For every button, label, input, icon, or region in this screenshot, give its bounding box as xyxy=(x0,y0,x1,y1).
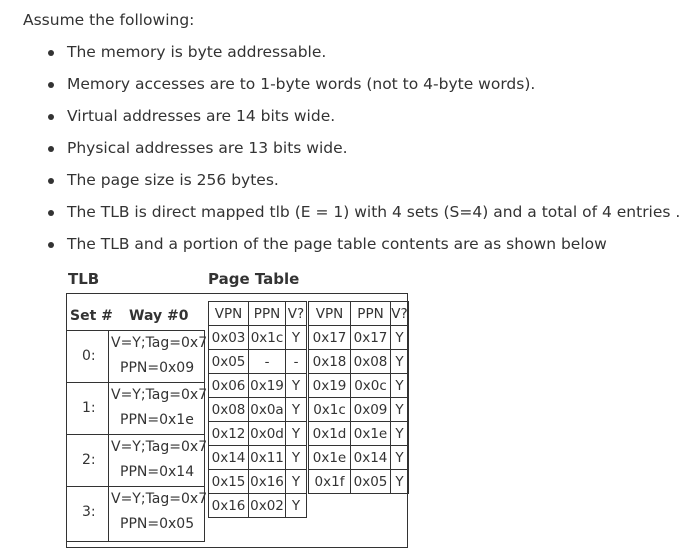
tlb-entry-line: PPN=0x05 xyxy=(120,516,195,532)
table-row: 0x08 0x0a Y xyxy=(209,398,307,422)
tlb-set-label: 3: xyxy=(82,504,96,520)
tlb-right-edge xyxy=(204,331,205,541)
table-header-row xyxy=(209,302,307,326)
valid-header: V? xyxy=(286,302,307,326)
tlb-entry-line: PPN=0x09 xyxy=(120,360,195,376)
bullet-icon xyxy=(48,114,54,120)
tlb-entry-line: V=Y;Tag=0x7 xyxy=(111,335,208,351)
tlb-set-label: 1: xyxy=(82,400,96,416)
table-row: 0x12 0x0d Y xyxy=(209,422,307,446)
table-row: 0x1d 0x1e Y xyxy=(309,422,409,446)
tlb-set-label: 0: xyxy=(82,348,96,364)
table-row: 0x17 0x17 Y xyxy=(309,326,409,350)
tlb-entry-line: V=Y;Tag=0x7 xyxy=(111,491,208,507)
table-row: 0x18 0x08 Y xyxy=(309,350,409,374)
list-item: The TLB and a portion of the page table contents are as shown below xyxy=(67,235,607,253)
ppn-header: PPN xyxy=(351,302,391,326)
table-row: 0x15 0x16 Y xyxy=(209,470,307,494)
tlb-heading: TLB xyxy=(68,270,100,288)
bullet-icon xyxy=(48,242,54,248)
tlb-entry-line: PPN=0x14 xyxy=(120,464,195,480)
table-row: 0x03 0x1c Y xyxy=(209,326,307,350)
list-item: Virtual addresses are 14 bits wide. xyxy=(67,107,335,125)
vpn-header: VPN xyxy=(209,302,249,326)
tlb-set-label: 2: xyxy=(82,452,96,468)
table-row: 0x05 - - xyxy=(209,350,307,374)
bullet-icon xyxy=(48,50,54,56)
tlb-column-divider xyxy=(108,331,109,541)
table-header-row xyxy=(309,302,409,326)
page-table-left xyxy=(208,301,307,518)
bullet-icon xyxy=(48,146,54,152)
table-row: 0x06 0x19 Y xyxy=(209,374,307,398)
table-row: 0x1c 0x09 Y xyxy=(309,398,409,422)
page-table-heading: Page Table xyxy=(208,270,300,288)
bullet-icon xyxy=(48,210,54,216)
valid-header: V? xyxy=(391,302,409,326)
tlb-set-header: Set # xyxy=(70,308,113,324)
bullet-icon xyxy=(48,178,54,184)
tlb-entry-line: V=Y;Tag=0x7 xyxy=(111,387,208,403)
tlb-entry-line: PPN=0x1e xyxy=(120,412,194,428)
list-item: Memory accesses are to 1-byte words (not to 4-byte words). xyxy=(67,75,535,93)
ppn-header: PPN xyxy=(249,302,286,326)
list-item: The TLB is direct mapped tlb (E = 1) with 4 sets (S=4) and a total of 4 entries . xyxy=(67,203,680,221)
intro-text: Assume the following: xyxy=(23,11,195,29)
page-table-right xyxy=(308,301,409,494)
list-item: Physical addresses are 13 bits wide. xyxy=(67,139,348,157)
bullet-icon xyxy=(48,82,54,88)
vpn-header: VPN xyxy=(309,302,351,326)
table-row: 0x1e 0x14 Y xyxy=(309,446,409,470)
tlb-header-divider xyxy=(67,330,205,331)
list-item: The page size is 256 bytes. xyxy=(67,171,279,189)
list-item: The memory is byte addressable. xyxy=(67,43,326,61)
tlb-set-divider xyxy=(67,486,205,487)
tlb-bottom-edge xyxy=(67,541,205,542)
tlb-set-divider xyxy=(67,382,205,383)
tlb-set-divider xyxy=(67,434,205,435)
table-row: 0x1f 0x05 Y xyxy=(309,470,409,494)
table-row: 0x16 0x02 Y xyxy=(209,494,307,518)
table-row: 0x19 0x0c Y xyxy=(309,374,409,398)
tlb-way-header: Way #0 xyxy=(129,308,189,324)
table-row: 0x14 0x11 Y xyxy=(209,446,307,470)
tlb-entry-line: V=Y;Tag=0x7 xyxy=(111,439,208,455)
